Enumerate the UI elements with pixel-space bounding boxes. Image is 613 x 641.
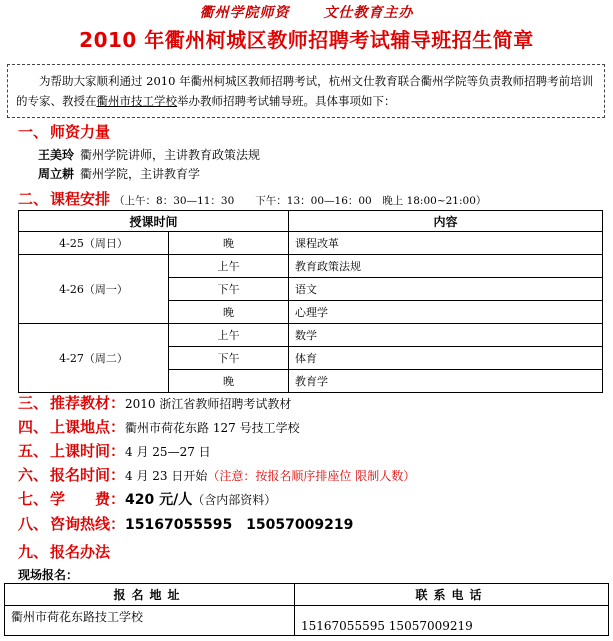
period-cell: 晚 (169, 232, 289, 255)
teacher-row (38, 146, 260, 163)
section-class-time (18, 440, 211, 461)
table-row (19, 232, 603, 255)
date-cell: 4-25（周日） (19, 232, 169, 255)
registration-table (4, 583, 609, 636)
tuition-note: （含内部资料） (192, 493, 277, 507)
section-number: 五、 (18, 442, 49, 460)
subject-cell: 课程改革 (289, 232, 603, 255)
table-header-row (5, 584, 609, 606)
organizer-right: 文仕教育主办 (323, 5, 414, 21)
period-cell: 上午 (169, 255, 289, 278)
page-title: 2010 年衢州柯城区教师招聘考试辅导班招生简章 (79, 28, 534, 52)
schedule-table (18, 210, 603, 393)
subject-cell: 语文 (289, 278, 603, 301)
section-number: 九、 (18, 543, 49, 561)
section-title: 师资力量 (50, 123, 111, 141)
header-address: 报名地址 (5, 584, 295, 606)
date-cell: 4-27（周二） (19, 324, 169, 393)
tuition-amount: 420 元/人 (125, 492, 193, 508)
section-number: 八、 (18, 515, 49, 533)
header-content: 内容 (289, 211, 603, 232)
section-content: 衢州市荷花东路 127 号技工学校 (125, 421, 300, 435)
section-number: 一、 (18, 123, 49, 141)
section-schedule (18, 188, 486, 209)
header-subtitle (0, 2, 613, 22)
teacher-name: 周立耕 (38, 167, 75, 181)
section-number: 三、 (18, 394, 49, 412)
section-tuition (18, 488, 276, 509)
section-content: 2010 浙江省教师招聘考试教材 (125, 397, 292, 411)
period-cell: 下午 (169, 347, 289, 370)
hotline-numbers: 15167055595 15057009219 (125, 517, 354, 533)
period-cell: 下午 (169, 278, 289, 301)
date-cell: 4-26（周一） (19, 255, 169, 324)
period-cell: 晚 (169, 301, 289, 324)
header (0, 0, 613, 53)
teacher-desc: 衢州学院讲师，主讲教育政策法规 (80, 148, 261, 162)
table-row (19, 255, 603, 278)
header-phone: 联系电话 (295, 584, 609, 606)
teacher-name: 王美玲 (38, 148, 75, 162)
table-header-row (19, 211, 603, 232)
onsite-registration-label: 现场报名： (18, 568, 79, 582)
table-row (19, 324, 603, 347)
section-title: 报名办法 (50, 543, 111, 561)
section-title: 学 费： (50, 490, 126, 508)
subject-cell: 教育政策法规 (289, 255, 603, 278)
section-number: 六、 (18, 466, 49, 484)
intro-box (7, 64, 605, 118)
subject-cell: 体育 (289, 347, 603, 370)
section-location (18, 416, 300, 437)
section-title: 上课地点： (50, 418, 126, 436)
section-title: 报名时间： (50, 466, 126, 484)
subject-cell: 数学 (289, 324, 603, 347)
schedule-hours: （上午：8：30—11：30 下午：13：00—16：00 晚上 18:00~21:00） (114, 195, 487, 207)
section-number: 二、 (18, 190, 49, 208)
section-title: 上课时间： (50, 442, 126, 460)
section-faculty (18, 121, 110, 142)
section-title: 课程安排 (50, 190, 111, 208)
section-content: 4 月 23 日开始 (125, 469, 208, 483)
address-cell: 衢州市荷花东路技工学校 (5, 606, 295, 636)
section-number: 七、 (18, 490, 49, 508)
section-title: 推荐教材： (50, 394, 126, 412)
section-textbook (18, 392, 291, 413)
phone-cell: 15167055595 15057009219 (295, 606, 609, 636)
section-registration-time (18, 464, 415, 485)
section-hotline (18, 513, 353, 534)
teacher-row (38, 165, 200, 182)
header-time: 授课时间 (19, 211, 289, 232)
period-cell: 上午 (169, 324, 289, 347)
section-registration-method (18, 541, 110, 562)
notice-text: （注意：按报名顺序排座位 限制人数） (207, 469, 416, 483)
teacher-desc: 衢州学院，主讲教育学 (80, 167, 201, 181)
subject-cell: 心理学 (289, 301, 603, 324)
intro-text-2: 举办教师招聘考试辅导班。具体事项如下： (177, 94, 396, 108)
intro-underlined: 衢州市技工学校 (96, 94, 177, 108)
organizer-left: 衢州学院师资 (199, 5, 290, 21)
table-row (5, 606, 609, 636)
section-number: 四、 (18, 418, 49, 436)
section-title: 咨询热线： (50, 515, 126, 533)
subject-cell: 教育学 (289, 370, 603, 393)
section-content: 4 月 25—27 日 (125, 445, 211, 459)
intro-text-1: 为帮助大家顺利通过 2010 年衢州柯城区教师招聘考试，杭州文仕教育联合衢州学院等负责教师招聘考前培训的专家、教授在 (16, 74, 594, 108)
period-cell: 晚 (169, 370, 289, 393)
